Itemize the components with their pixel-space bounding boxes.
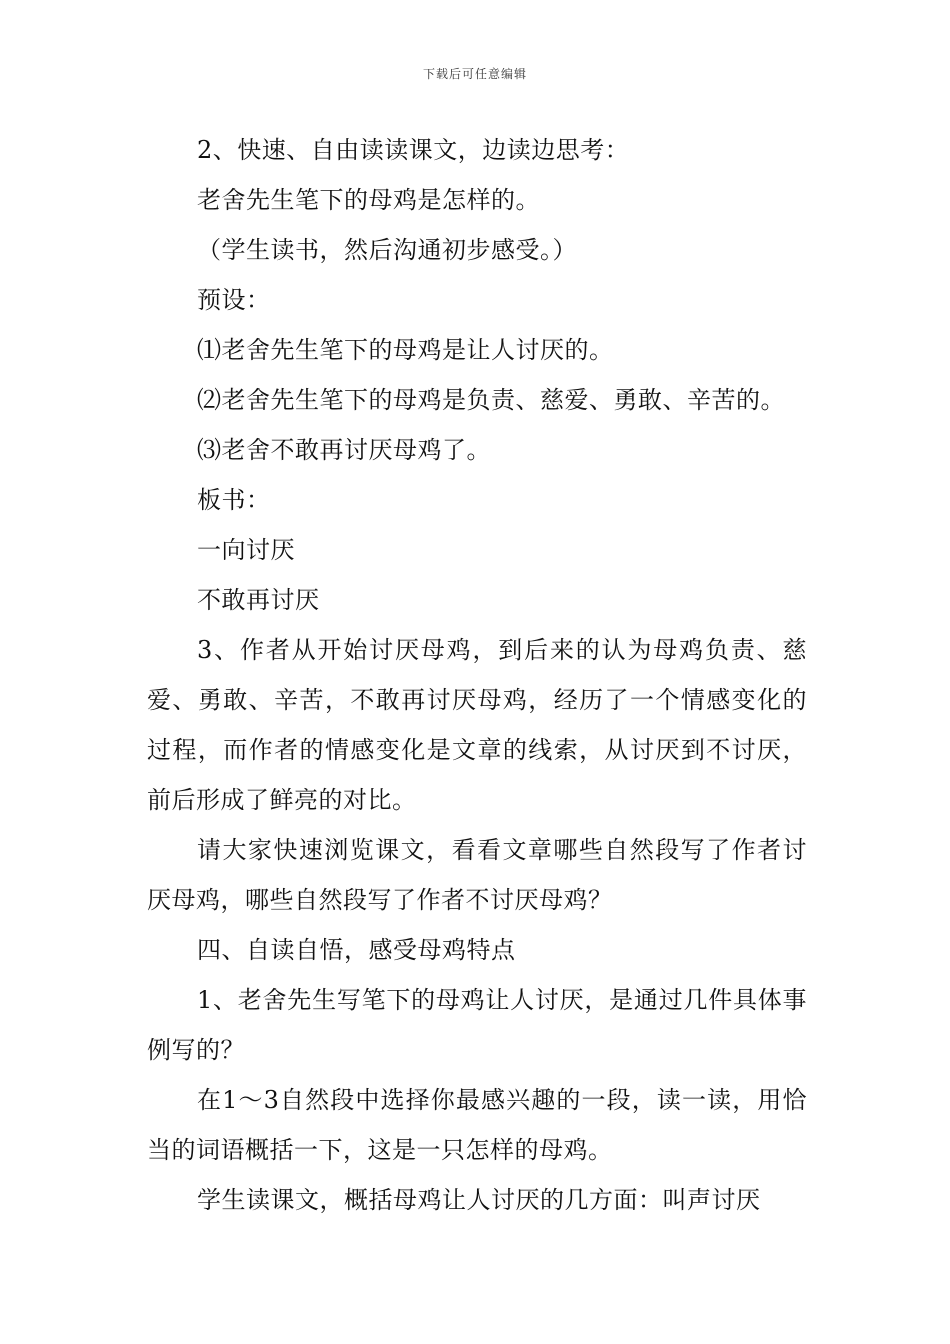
paragraph: 四、自读自悟，感受母鸡特点: [197, 936, 516, 964]
paragraph: 一向讨厌: [197, 536, 295, 564]
paragraph: 1、老舍先生写笔下的母鸡让人讨厌，是通过几件具体事例写的？: [147, 986, 807, 1064]
page-header: 下载后可任意编辑: [422, 67, 527, 81]
paragraph: ⑵老舍先生笔下的母鸡是负责、慈爱、勇敢、辛苦的。: [197, 386, 785, 414]
paragraph: ⑶老舍不敢再讨厌母鸡了。: [197, 436, 491, 464]
paragraph: 老舍先生笔下的母鸡是怎样的。: [197, 186, 540, 214]
paragraph: 学生读课文，概括母鸡让人讨厌的几方面：叫声讨厌: [197, 1186, 761, 1214]
paragraph: 2、快速、自由读读课文，边读边思考：: [197, 136, 630, 164]
paragraph: 预设：: [197, 286, 271, 314]
paragraph: 板书：: [197, 486, 271, 514]
paragraph: 请大家快速浏览课文，看看文章哪些自然段写了作者讨厌母鸡，哪些自然段写了作者不讨厌母鸡？: [147, 836, 807, 914]
document-body: [147, 125, 807, 1225]
paragraph: 3、作者从开始讨厌母鸡，到后来的认为母鸡负责、慈爱、勇敢、辛苦，不敢再讨厌母鸡，经历了一个情感变化的过程，而作者的情感变化是文章的线索，从讨厌到不讨厌，前后形成了鲜亮的对比。: [147, 636, 807, 814]
paragraph: 不敢再讨厌: [197, 586, 320, 614]
paragraph: （学生读书，然后沟通初步感受。）: [197, 236, 577, 264]
paragraph: 在1～3自然段中选择你最感兴趣的一段，读一读，用恰当的词语概括一下，这是一只怎样的母鸡。: [147, 1086, 807, 1164]
paragraph: ⑴老舍先生笔下的母鸡是让人讨厌的。: [197, 336, 614, 364]
